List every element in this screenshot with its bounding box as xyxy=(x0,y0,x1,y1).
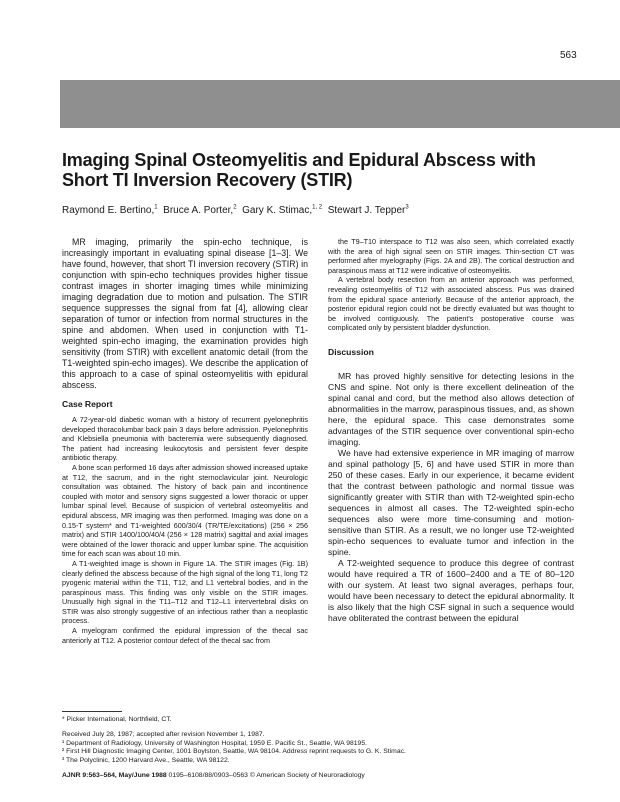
case-report-heading: Case Report xyxy=(62,399,113,409)
author: Gary K. Stimac,$^{1, 2}$ xyxy=(242,205,323,217)
abstract: MR imaging, primarily the spin-echo technique, is increasingly important in evaluating spinal disease [1–3]. We have found, however, that short TI inversion recovery (STIR) in conjunction with spin-echo techniques provides higher tissue contrast images in shorter imaging times while minimizing imaging degradation due to motion and pulsation. The STIR sequence suppresses the signal from fat [4], allowing clear separation of tumor or infection from normal structures in the spine and abdomen. When used in conjunction with T1-weighted spin-echo imaging, the examination provides high sensitivity (from STIR) with excellent anatomic detail (from the T1-weighted spin-echo images). We describe the application of this approach to a case of spinal osteomyelitis with epidural abscess. xyxy=(62,237,308,390)
case-report-paragraph: A vertebral body resection from an anterior approach was performed, revealing osteomyelitis of T12 with associated abscess. Pus was drained from the epidural space anteriorly. Because of the anterior approach, the posterior epidural region could not be directly evaluated but was thought to be involved contiguously. The patient's postoperative course was complicated only by persistent bladder dysfunction. xyxy=(328,275,574,333)
journal-reference: AJNR 9:563–564, May/June 1988 xyxy=(62,772,167,779)
author: Raymond E. Bertino,$^1$ xyxy=(62,205,158,217)
discussion-paragraph: A T2-weighted sequence to produce this degree of contrast would have required a TR of 1600–2400 and a TE of 80–120 with our system. At least two signal averages, perhaps four, would have been necessary to detect the epidural abnormality. It is also likely that the high CSF signal in such a sequence would have obliterated the contrast between the epidural xyxy=(328,557,574,623)
case-report-paragraph: A myelogram confirmed the epidural impression of the thecal sac anteriorly at T12. A posterior contour defect of the thecal sac from xyxy=(62,626,308,645)
footnote: ² First Hill Diagnostic Imaging Center, 1001 Boylston, Seattle, WA 98104. Address reprint requests to G. K. Stimac. xyxy=(62,748,406,756)
case-report-paragraph: the T9–T10 interspace to T12 was also seen, which correlated exactly with the area of high signal seen on STIR images. Thin-section CT was performed after myelography (Figs. 2A and 2B). The cortical destruction and paraspinous mass at T12 were indicative of osteomyelitis. xyxy=(328,237,574,275)
journal-citation xyxy=(62,772,602,779)
footnote: ¹ Department of Radiology, University of Washington Hospital, 1959 E. Pacific St., Seattle, WA 98195. xyxy=(62,739,367,747)
discussion-paragraph: MR has proved highly sensitive for detecting lesions in the CNS and spine. Not only is there excellent delineation of the spinal canal and cord, but the method also allows detection of abnormalities in the marrow, paraspinous tissues, and, as shown here, the epidural space. This case demonstrates some advantages of the STIR sequence over conventional spin-echo imaging. xyxy=(328,370,575,447)
page-number: 563 xyxy=(560,50,577,61)
footnote-divider xyxy=(62,711,122,712)
author: Bruce A. Porter,$^2$ xyxy=(163,205,237,217)
discussion-heading: Discussion xyxy=(328,346,374,357)
case-report-paragraph: A T1-weighted image is shown in Figure 1A. The STIR images (Fig. 1B) clearly defined the abscess because of the high signal of the long T1, long T2 pyogenic material within the T11, T12, and L1 vertebral bodies, and in the paraspinous mass. This finding was only visible on the STIR images. Unusually high signal in the T11–T12 and T12–L1 intervertebral disks on STIR was also strongly suggestive of an infectious rather than a neoplastic process. xyxy=(62,558,308,626)
footnotes xyxy=(62,731,602,765)
discussion-paragraph: We have had extensive experience in MR imaging of marrow and spinal pathology [5, 6] and have used STIR in more than 250 of these cases. Early in our experience, it became evident that the contrast between pathologic and normal tissue was significantly greater with STIR than with T2-weighted spin-echo sequences in almost all cases. The T2-weighted spin-echo sequences also were more time-consuming and motion-sensitive than STIR. As a result, we no longer use T2-weighted spin-echo sequences to evaluate tumor and infection in the spine. xyxy=(328,447,574,557)
left-column xyxy=(62,237,308,645)
author-list xyxy=(62,205,582,216)
author: Stewart J. Tepper$^3$ xyxy=(327,205,409,217)
header-banner xyxy=(60,80,620,128)
case-report-paragraph: A bone scan performed 16 days after admission showed increased uptake at T12, the sacrum, and in the right sternoclavicular joint. Neurologic consultation was obtained. The history of back pain and incontinence coupled with motor and sensory signs suggested a lower thoracic or upper lumbar spinal level. Because of suspicion of vertebral osteomyelitis and epidural abscess, MR imaging was then performed. Imaging was done on a 0.15-T system* and T1-weighted 600/30/4 (TR/TE/excitations) (256 × 256 matrix) and STIR 1400/100/40/4 (256 × 128 matrix) sagittal and axial images were obtained of the lower thoracic and upper lumbar spine. The acquisition time for each scan was about 10 min. xyxy=(62,462,308,559)
copyright-line: 0195–6108/88/0903–0563 © American Society of Neuroradiology xyxy=(166,772,365,779)
footnote: Received July 28, 1987; accepted after revision November 1, 1987. xyxy=(62,731,265,738)
right-column xyxy=(328,237,574,624)
footnote-star: * Picker International, Northfield, CT. xyxy=(62,716,172,723)
footnote: ³ The Polyclinic, 1200 Harvard Ave., Seattle, WA 98122. xyxy=(62,756,230,764)
article-title: Imaging Spinal Osteomyelitis and Epidural Abscess with Short TI Inversion Recovery (STIR) xyxy=(62,150,536,190)
case-report-paragraph: A 72-year-old diabetic woman with a history of recurrent pyelonephritis developed thoracolumbar back pain 3 days before admission. Pyelonephritis and Klebsiella pneumonia with bacteremia were subsequently diagnosed. The patient had increasing leukocytosis and persistent fever despite antibiotic therapy. xyxy=(62,415,308,463)
